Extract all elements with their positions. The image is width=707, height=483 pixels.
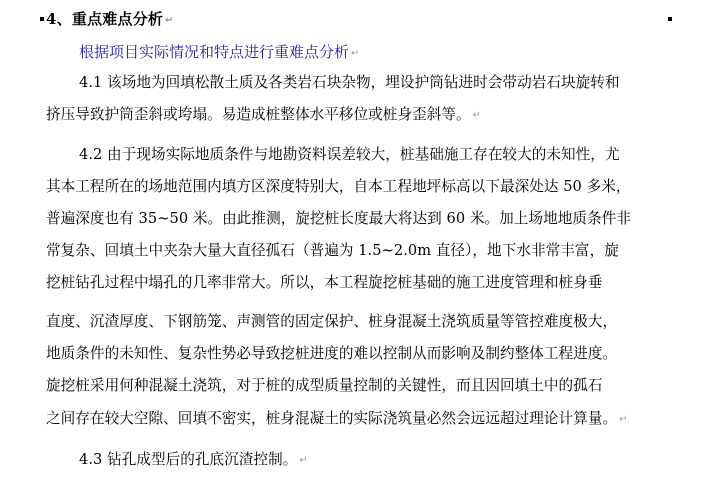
paragraph-mark-icon: ↵ — [351, 48, 360, 59]
paragraph-line — [46, 408, 628, 431]
line-text: 地质条件的未知性、复杂性势必导致挖桩进度的难以控制从而影响及制约整体工程进度。 — [46, 345, 618, 362]
paragraph-line — [46, 375, 602, 397]
list-bullet-marker — [40, 17, 44, 21]
paragraph-mark-icon: ↵ — [299, 455, 308, 466]
paragraph-line — [46, 240, 619, 262]
line-text: 4.1 该场地为回填松散土质及各类岩石块杂物，埋设护筒钻进时会带动岩石块旋转和 — [79, 74, 620, 91]
paragraph-line — [46, 343, 617, 365]
line-text: 直度、沉渣厚度、下钢筋笼、声测管的固定保护、桩身混凝土浇筑质量等管控难度极大， — [46, 313, 618, 330]
line-text: 普遍深度也有 35~50 米。由此推测，旋挖桩长度最大将达到 60 米。加上场地地质条件非 — [46, 210, 631, 227]
line-text: 常复杂、回填土中夹杂大量大直径孤石（普遍为 1.5~2.0m 直径），地下水非常丰富，旋 — [46, 242, 619, 259]
paragraph-line — [46, 272, 602, 294]
section-heading — [46, 8, 174, 32]
paragraph-mark-icon: ↵ — [165, 15, 174, 26]
line-text: 其本工程所在的场地范围内填方区深度特别大，自本工程地坪标高以下最深处达 50 多米， — [46, 178, 631, 195]
paragraph-line — [46, 311, 617, 333]
paragraph-line — [79, 449, 308, 472]
section-subheading — [79, 41, 359, 65]
line-text: 4.3 钻孔成型后的孔底沉渣控制。 — [79, 451, 298, 468]
section-heading-text: 4、重点难点分析 — [46, 10, 164, 28]
paragraph-line — [46, 104, 481, 127]
paragraph-mark-icon: ↵ — [472, 110, 482, 121]
paragraph-line — [46, 176, 631, 198]
line-text: 4.2 由于现场实际地质条件与地勘资料误差较大，桩基础施工存在较大的未知性，尤 — [79, 146, 620, 163]
paragraph-mark-icon: ↵ — [619, 414, 628, 425]
heading-right-marker — [668, 17, 672, 21]
paragraph-line — [79, 72, 620, 94]
line-text: 旋挖桩采用何种混凝土浇筑，对于桩的成型质量控制的关键性，而且因回填土中的孤石 — [46, 377, 603, 394]
section-subheading-text: 根据项目实际情况和特点进行重难点分析 — [79, 43, 350, 61]
paragraph-line — [79, 144, 620, 166]
line-text: 挤压导致护筒歪斜或垮塌。易造成桩整体水平移位或桩身歪斜等。 — [46, 106, 471, 123]
line-text: 挖桩钻孔过程中塌孔的几率非常大。所以，本工程旋挖桩基础的施工进度管理和桩身垂 — [46, 274, 603, 291]
paragraph-line — [46, 208, 631, 230]
line-text: 之间存在较大空隙、回填不密实，桩身混凝土的实际浇筑量必然会远远超过理论计算量。 — [46, 410, 618, 427]
